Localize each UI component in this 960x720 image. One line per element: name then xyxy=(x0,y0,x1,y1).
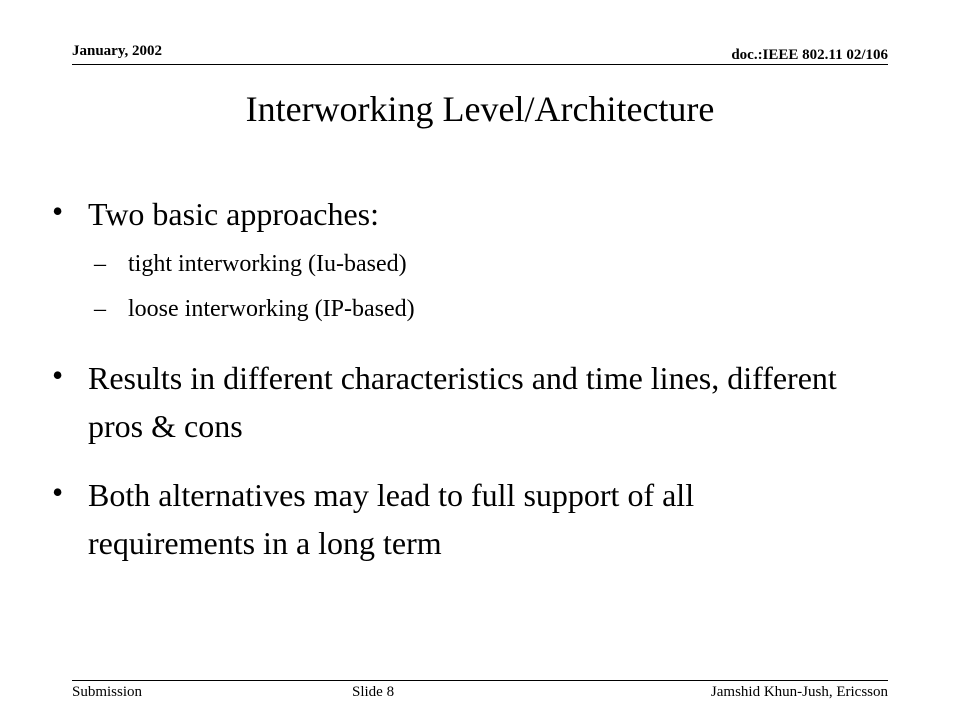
footer-author: Jamshid Khun-Jush, Ericsson xyxy=(710,684,888,700)
footer-submission: Submission xyxy=(72,684,143,700)
bullet-2-text: Results in different characteristics and time lines, different pros & cons xyxy=(88,360,837,444)
footer-divider xyxy=(72,680,888,681)
bullet-marker: • xyxy=(52,474,64,510)
bullet-marker: • xyxy=(52,193,64,229)
bullet-3-text: Both alternatives may lead to full support of all requirements in a long term xyxy=(88,477,695,561)
sub-bullet-marker: – xyxy=(94,251,106,277)
bullet-1-text: Two basic approaches: xyxy=(88,196,379,232)
header-date: January, 2002 xyxy=(72,43,163,59)
footer-slide-number: Slide 8 xyxy=(352,684,395,700)
bullet-marker: • xyxy=(52,357,64,393)
header-divider xyxy=(72,64,888,65)
slide-title: Interworking Level/Architecture xyxy=(245,89,715,129)
sub-bullet-marker: – xyxy=(94,296,106,322)
header-doc-id: doc.:IEEE 802.11 02/106 xyxy=(731,47,888,63)
bullet-1-sub-1-text: tight interworking (Iu-based) xyxy=(128,251,407,277)
bullet-1-sub-2-text: loose interworking (IP-based) xyxy=(128,296,415,322)
